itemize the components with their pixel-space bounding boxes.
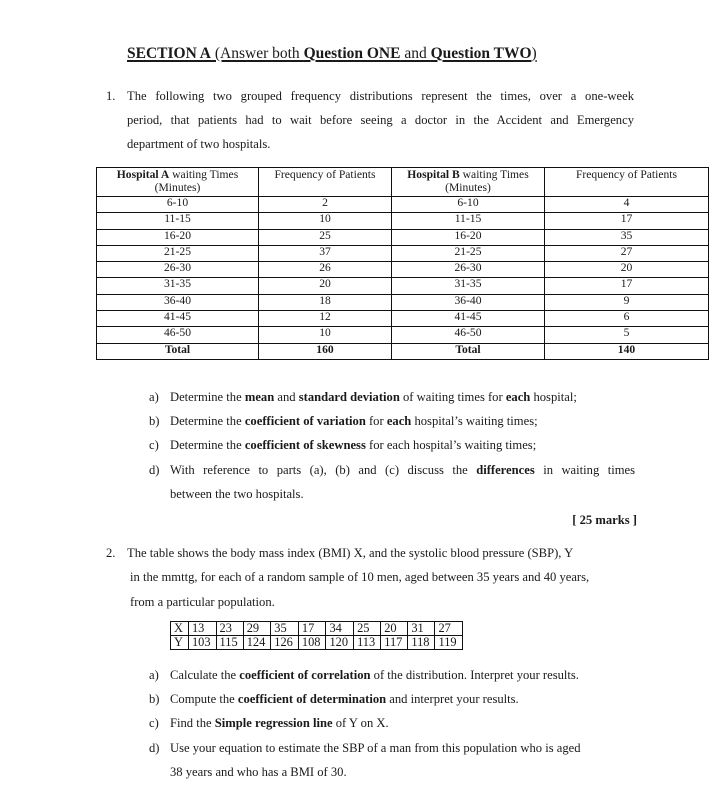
cell-b-freq: 20 bbox=[545, 262, 709, 278]
question-two-ref: Question TWO bbox=[430, 45, 532, 62]
total-value-a: 160 bbox=[259, 343, 392, 359]
cell-x: 25 bbox=[354, 622, 381, 636]
cell-b-time: 11-15 bbox=[392, 213, 545, 229]
table-row bbox=[97, 327, 709, 343]
cell-x: 13 bbox=[188, 622, 216, 636]
cell-b-freq: 17 bbox=[545, 213, 709, 229]
cell-a-time: 26-30 bbox=[97, 262, 259, 278]
cell-b-time: 16-20 bbox=[392, 229, 545, 245]
table-row bbox=[97, 213, 709, 229]
total-label-a: Total bbox=[97, 343, 259, 359]
cell-a-freq: 2 bbox=[259, 197, 392, 213]
header-hospital-b-time: Hospital B waiting Times (Minutes) bbox=[392, 168, 545, 197]
cell-x: 34 bbox=[326, 622, 354, 636]
question-number: 2. bbox=[106, 546, 116, 560]
cell-b-freq: 6 bbox=[545, 311, 709, 327]
cell-b-freq: 35 bbox=[545, 229, 709, 245]
cell-b-freq: 27 bbox=[545, 245, 709, 261]
total-value-b: 140 bbox=[545, 343, 709, 359]
frequency-table bbox=[96, 167, 709, 360]
cell-x: 29 bbox=[243, 622, 271, 636]
cell-a-freq: 12 bbox=[259, 311, 392, 327]
cell-b-time: 21-25 bbox=[392, 245, 545, 261]
header-hospital-a-frequency: Frequency of Patients bbox=[259, 168, 392, 197]
table-row bbox=[97, 262, 709, 278]
marks-label: [ 25 marks ] bbox=[572, 513, 637, 527]
cell-b-time: 6-10 bbox=[392, 197, 545, 213]
question-text-line: in the mmttg, for each of a random sample of 10 men, aged between 35 years and 40 years, bbox=[130, 570, 590, 584]
cell-a-time: 11-15 bbox=[97, 213, 259, 229]
question-number: 1. bbox=[106, 89, 116, 103]
cell-a-freq: 37 bbox=[259, 245, 392, 261]
cell-a-time: 6-10 bbox=[97, 197, 259, 213]
table-row-x bbox=[171, 622, 463, 636]
header-hospital-a-time: Hospital A waiting Times (Minutes) bbox=[97, 168, 259, 197]
cell-y: 118 bbox=[408, 636, 435, 650]
cell-a-freq: 18 bbox=[259, 294, 392, 310]
question-text-line: period, that patients had to wait before seeing a doctor in the Accident and Emergency bbox=[127, 113, 634, 127]
cell-b-time: 46-50 bbox=[392, 327, 545, 343]
total-label-b: Total bbox=[392, 343, 545, 359]
cell-a-time: 21-25 bbox=[97, 245, 259, 261]
cell-b-freq: 9 bbox=[545, 294, 709, 310]
table-row bbox=[97, 294, 709, 310]
table-row-y bbox=[171, 636, 463, 650]
cell-x: 20 bbox=[381, 622, 408, 636]
cell-a-freq: 10 bbox=[259, 213, 392, 229]
table-row bbox=[97, 245, 709, 261]
cell-b-freq: 5 bbox=[545, 327, 709, 343]
table-row bbox=[97, 197, 709, 213]
question-text-line: The following two grouped frequency distributions represent the times, over a one-week bbox=[127, 89, 634, 103]
question-text-line: from a particular population. bbox=[130, 595, 275, 609]
bmi-sbp-table bbox=[170, 621, 463, 650]
cell-y: 108 bbox=[298, 636, 326, 650]
question-one-part-d-line2: between the two hospitals. bbox=[170, 487, 304, 501]
row-label-x: X bbox=[171, 622, 189, 636]
question-one-ref: Question ONE bbox=[303, 45, 401, 62]
cell-x: 23 bbox=[216, 622, 243, 636]
cell-y: 119 bbox=[435, 636, 462, 650]
cell-x: 31 bbox=[408, 622, 435, 636]
table-row bbox=[97, 229, 709, 245]
table-total-row bbox=[97, 343, 709, 359]
cell-a-time: 46-50 bbox=[97, 327, 259, 343]
cell-b-time: 36-40 bbox=[392, 294, 545, 310]
cell-y: 120 bbox=[326, 636, 354, 650]
cell-y: 115 bbox=[216, 636, 243, 650]
table-row bbox=[97, 278, 709, 294]
cell-b-time: 31-35 bbox=[392, 278, 545, 294]
cell-a-time: 41-45 bbox=[97, 311, 259, 327]
section-title: SECTION A bbox=[127, 45, 211, 62]
cell-a-time: 16-20 bbox=[97, 229, 259, 245]
cell-b-freq: 4 bbox=[545, 197, 709, 213]
cell-b-time: 41-45 bbox=[392, 311, 545, 327]
cell-x: 27 bbox=[435, 622, 462, 636]
cell-y: 113 bbox=[354, 636, 381, 650]
cell-x: 35 bbox=[271, 622, 299, 636]
cell-y: 124 bbox=[243, 636, 271, 650]
table-row bbox=[97, 311, 709, 327]
cell-a-freq: 20 bbox=[259, 278, 392, 294]
cell-a-time: 36-40 bbox=[97, 294, 259, 310]
cell-x: 17 bbox=[298, 622, 326, 636]
header-hospital-b-frequency: Frequency of Patients bbox=[545, 168, 709, 197]
cell-b-freq: 17 bbox=[545, 278, 709, 294]
question-text-line: The table shows the body mass index (BMI) X, and the systolic blood pressure (SBP), Y bbox=[127, 546, 574, 560]
row-label-y: Y bbox=[171, 636, 189, 650]
question-text-line: department of two hospitals. bbox=[127, 137, 271, 151]
table-header-row bbox=[97, 168, 709, 197]
cell-a-freq: 10 bbox=[259, 327, 392, 343]
cell-y: 103 bbox=[188, 636, 216, 650]
cell-y: 117 bbox=[381, 636, 408, 650]
question-two-part-d-line2: 38 years and who has a BMI of 30. bbox=[170, 765, 347, 779]
cell-a-time: 31-35 bbox=[97, 278, 259, 294]
cell-a-freq: 25 bbox=[259, 229, 392, 245]
cell-y: 126 bbox=[271, 636, 299, 650]
cell-b-time: 26-30 bbox=[392, 262, 545, 278]
section-heading: SECTION A (Answer both Question ONE and Question TWO) bbox=[127, 45, 537, 62]
cell-a-freq: 26 bbox=[259, 262, 392, 278]
